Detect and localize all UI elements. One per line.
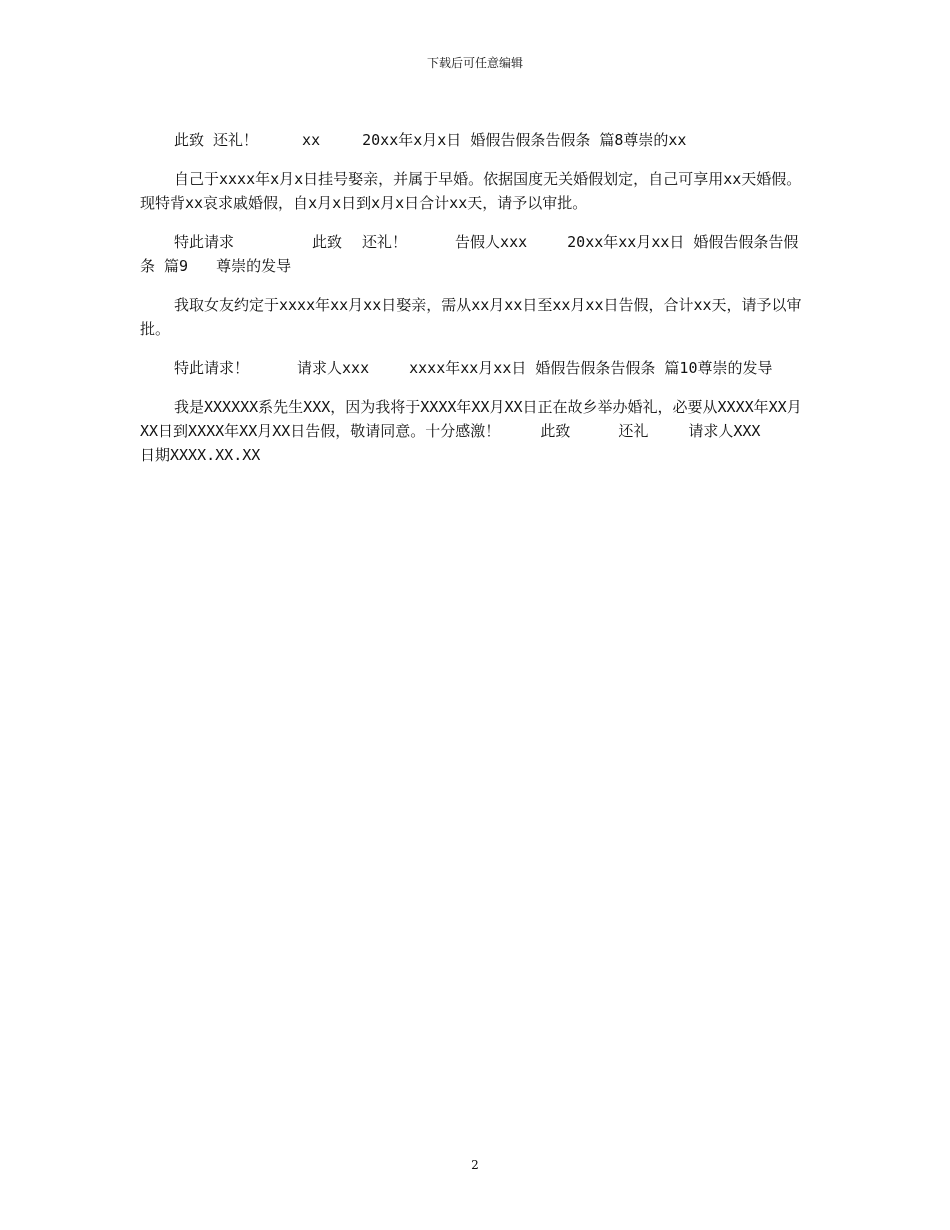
text-run: 此致 bbox=[540, 422, 571, 440]
text-run: 我是XXXXXX系先生XXX，因为我将于XXXX年XX月XX日正在故乡举办婚礼，必要从XXXX年XX月XX日到XXXX年XX月XX日告假，敬请同意。十分感激！ bbox=[140, 398, 802, 440]
text-run: 我取女友约定于xxxx年xx月xx日娶亲，需从xx月xx日至xx月xx日告假，合计xx天，请予以审批。 bbox=[140, 296, 802, 338]
page-number: 2 bbox=[471, 1158, 479, 1172]
text-run: 特此请求 bbox=[174, 233, 235, 251]
text-run: 此致 bbox=[312, 233, 343, 251]
text-run: 请求人XXX bbox=[688, 422, 761, 440]
text-run: xx bbox=[302, 131, 321, 149]
document-body bbox=[140, 128, 808, 482]
text-run: 还礼 bbox=[618, 422, 649, 440]
paragraph bbox=[140, 128, 808, 152]
text-run: 请求人xxx bbox=[297, 359, 370, 377]
text-run: 此致 还礼！ bbox=[174, 131, 259, 149]
text-run: 自己于xxxx年x月x日挂号娶亲，并属于早婚。依据国度无关婚假划定，自己可享用xx天婚假。现特背xx哀求戚婚假，自x月x日到x月x日合计xx天，请予以审批。 bbox=[140, 170, 802, 212]
text-run: 尊崇的发导 bbox=[216, 257, 292, 275]
paragraph bbox=[140, 230, 808, 278]
text-run: 20xx年x月x日 婚假告假条告假条 篇8尊崇的xx bbox=[362, 131, 687, 149]
text-run: xxxx年xx月xx日 婚假告假条告假条 篇10尊崇的发导 bbox=[409, 359, 773, 377]
text-run: 还礼！ bbox=[362, 233, 408, 251]
text-run: 日期XXXX.XX.XX bbox=[140, 446, 261, 464]
page-header-note: 下载后可任意编辑 bbox=[426, 56, 523, 70]
paragraph bbox=[140, 356, 808, 380]
text-run: 告假人xxx bbox=[455, 233, 528, 251]
paragraph bbox=[140, 293, 808, 341]
paragraph bbox=[140, 167, 808, 215]
text-run: 特此请求！ bbox=[174, 359, 250, 377]
text-run: 20xx年xx月xx日 婚假告假条告假条 篇9 bbox=[140, 233, 799, 275]
paragraph bbox=[140, 395, 808, 467]
